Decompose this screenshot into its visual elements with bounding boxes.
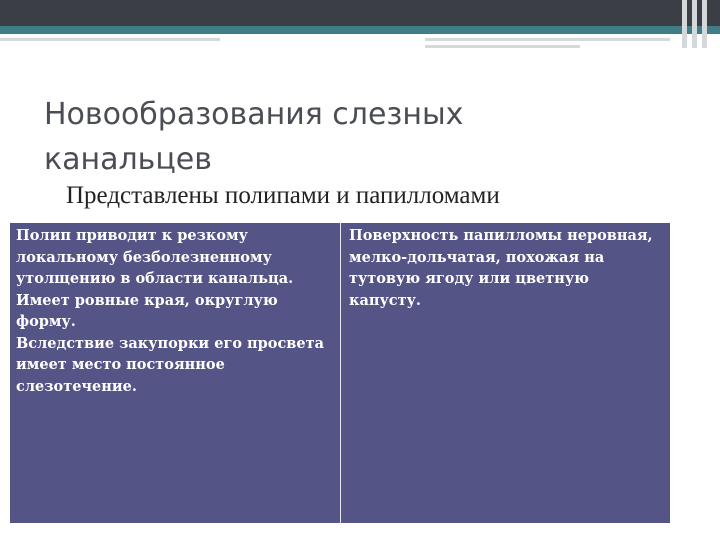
slide-accent-bar xyxy=(0,26,720,34)
decorative-corner-bars xyxy=(682,0,712,48)
decorative-rule-line xyxy=(425,45,580,48)
slide-top-bar xyxy=(0,0,720,26)
decorative-rule-line xyxy=(0,38,220,41)
papilloma-description: Поверхность папилломы неровная, мелко-дольчатая, похожая на тутовую ягоду или цветную капусту. xyxy=(349,227,653,309)
comparison-table xyxy=(10,223,670,523)
slide-subtitle: Представлены полипами и папилломами xyxy=(66,182,500,209)
polyp-description: Полип приводит к резкому локальному безболезненному утолщению в области канальца. Имеет ровные края, округлую форму. xyxy=(16,227,294,330)
slide-title-line-1: Новообразования слезных xyxy=(44,97,464,132)
polyp-consequence: Вследствие закупорки его просвета имеет место постоянное слезотечение. xyxy=(16,334,324,395)
decorative-rule-line xyxy=(425,38,670,41)
table-cell-polyp xyxy=(10,223,341,523)
slide-title-line-2: канальцев xyxy=(44,142,212,177)
slide-title xyxy=(44,92,644,182)
table-cell-papilloma xyxy=(341,223,670,523)
